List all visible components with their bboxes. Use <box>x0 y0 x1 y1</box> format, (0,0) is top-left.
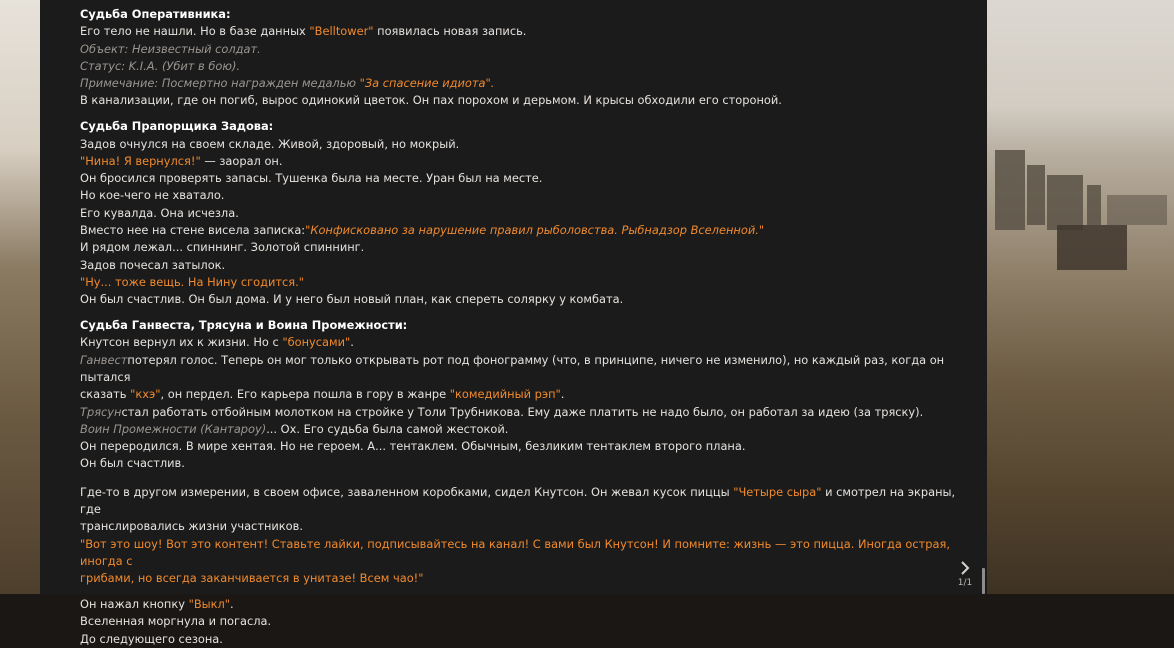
text-line: Ганвестпотерял голос. Теперь он мог только открывать рот под фонограмму (что, в принципе, ничего не изменило), но каждый раз, когда он пытался <box>80 352 945 384</box>
text-line: И рядом лежал... спиннинг. Золотой спиннинг. <box>80 240 365 255</box>
text-line: Он был счастлив. <box>80 456 185 471</box>
text-line: Статус: K.I.A. (Убит в бою). <box>80 58 241 73</box>
text-line: Задов почесал затылок. <box>80 257 226 272</box>
text-line: До следующего сезона. <box>80 631 223 646</box>
text-line: "Нина! Я вернулся!" — заорал он. <box>80 153 283 168</box>
text-line: Вселенная моргнула и погасла. <box>80 614 272 629</box>
text-line: Объект: Неизвестный солдат. <box>80 41 261 56</box>
background-left-edge <box>0 0 40 594</box>
text-line: Где-то в другом измерении, в своем офисе, заваленном коробками, сидел Кнутсон. Он жевал кусок пиццы "Четыре сыра" и смотрел на экраны, где <box>80 484 956 517</box>
text-line: Он бросился проверять запасы. Тушенка была на месте. Уран был на месте. <box>80 171 543 186</box>
text-line: Кнутсон вернул их к жизни. Но с "бонусами". <box>80 335 354 350</box>
text-line: Вместо нее на стене висела записка:"Конфисковано за нарушение правил рыболовства. Рыбнадзор Вселенной." <box>80 223 765 238</box>
text-line: Он нажал кнопку "Выкл". <box>80 597 234 611</box>
text-line: В канализации, где он погиб, вырос одинокий цветок. Он пах порохом и дерьмом. И крысы обходили его стороной. <box>80 93 782 108</box>
text-line: транслировались жизни участников. <box>80 519 303 534</box>
text-line: Он переродился. В мире хентая. Но не героем. А... тентаклем. Обычным, безликим тентаклем второго плана. <box>80 439 746 454</box>
text-line: Примечание: Посмертно награжден медалью "За спасение идиота". <box>80 76 495 91</box>
text-line: Но кое-чего не хватало. <box>80 188 225 203</box>
chevron-right-icon[interactable] <box>958 560 972 576</box>
text-line: Задов очнулся на своем складе. Живой, здоровый, но мокрый. <box>80 136 460 151</box>
page-navigator <box>952 560 978 588</box>
page-counter: 1/1 <box>957 578 973 588</box>
section-title: Судьба Прапорщика Задова: <box>80 119 274 134</box>
section-title: Судьба Ганвеста, Трясуна и Воина Промежности: <box>80 318 408 333</box>
scrollbar[interactable] <box>982 568 985 594</box>
text-line: сказать "кхэ", он пердел. Его карьера пошла в гору в жанре "комедийный рэп". <box>80 387 565 402</box>
background-right-scenery <box>987 0 1174 594</box>
text-line: Его тело не нашли. Но в базе данных "Belltower" появилась новая запись. <box>80 24 527 39</box>
text-line: "Ну... тоже вещь. На Нину сгодится." <box>80 274 304 289</box>
story-text <box>80 6 960 648</box>
text-line: Воин Промежности (Кантароу)... Ох. Его судьба была самой жестокой. <box>80 421 509 436</box>
text-line: Трясунстал работать отбойным молотком на стройке у Толи Трубникова. Ему даже платить не надо было, он работал за идею (за тряску). <box>80 404 924 419</box>
text-line: Его кувалда. Она исчезла. <box>80 205 239 220</box>
text-line: "Вот это шоу! Вот это контент! Ставьте лайки, подписывайтесь на канал! С вами был Кнутсон! И помните: жизнь — это пицца. Иногда острая, иногда с <box>80 536 950 568</box>
section-title: Судьба Оперативника: <box>80 7 231 21</box>
text-line: грибами, но всегда заканчивается в унитазе! Всем чао!" <box>80 571 424 586</box>
text-line: Он был счастлив. Он был дома. И у него был новый план, как спереть солярку у комбата. <box>80 292 624 307</box>
